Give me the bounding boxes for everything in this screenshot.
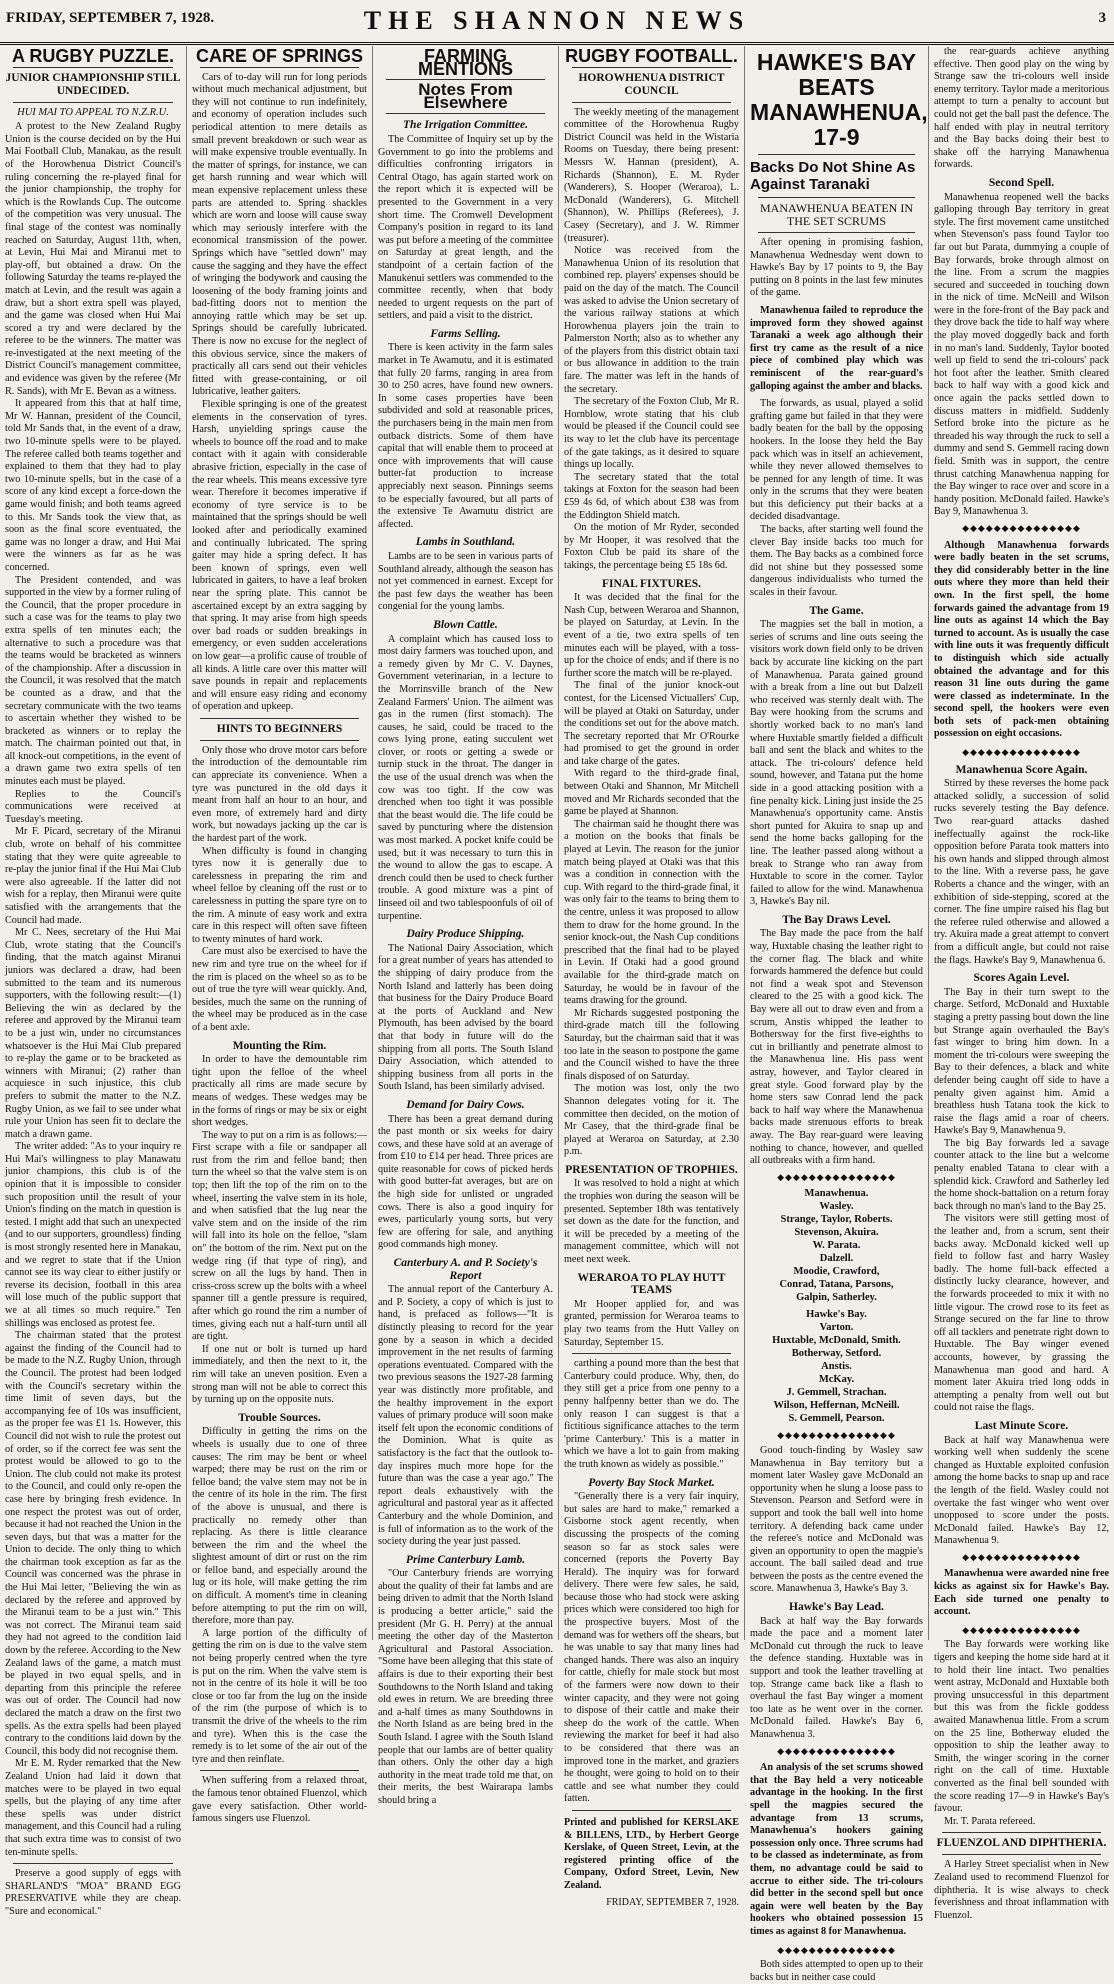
paragraph: "Our Canterbury friends are worrying about the quality of their fat lambs and are being driven to admit that the North Island is producing a better article," said the president (Mr G. H. Perry) at the annual meeting the other day of the Masterton Agricultural and Pastoral Association. "Some have been alleging that this state of affairs is due to their exporting their best Southdowns to the North Island and taking old ewes in return. We are breeding three and a-half times as many Southdowns in the North Island as are being bred in the South Island. I agree with the South Island people that our lambs are of better quality than others. Only the other day a high authority in the meat trade told me that, on their merits, the best Wairarapa lambs should bring a	[378, 1568, 553, 1806]
kicker: Prime Canterbury Lamb.	[405, 1553, 526, 1566]
team-line: Wasley.	[819, 1201, 854, 1213]
paragraph: It appeared from this that at half time, Mr W. Hannan, president of the Council, told Mr Sands that, in the event of a draw, two 10-minute spells were to be played. The referee called both teams together and explained to them that they had to play two 10-minute spells, but in the case of a score of any kind except a force-down the game would finish; and both teams agreed to this. Mr Sands took the view that, as soon as the final score eventuated, the game was no longer a draw, and Hui Mai were the winners as far as he was concerned.	[5, 398, 181, 573]
divider	[942, 1854, 1101, 1855]
ornament-divider: ◆◆◆◆◆◆◆◆◆◆◆◆◆◆◆	[777, 1745, 896, 1756]
paragraph: The Bay in their turn swept to the charge. Setford, McDonald and Huxtable staging a pretty passing bout down the line but Strange again overhauled the Bay's fast winger to bring him down. In a moment the tri-colours were sweeping the Bay to their defences, a black and white defender being caught off side to have a penalty given against him. Amid a breathless hush Tatana took the kick to raise the flags amid a roar of cheers. Hawke's Bay 9, Manawhenua 9.	[934, 986, 1109, 1137]
paragraph: The visitors were still getting most of the leather and, from a scrum, sent their backs away. McDonald kicked well up field to follow fast and harry Wasley badly. The home full-back effected a distinctly lucky clearance, however, and the forwards proceeded to mix it with no little vigour. The crowd rose to its feet as Strange secured on the far line to throw off all tacklers and penetrate right down to Huxtable. The Bay winger evened accounts, however, by grassing the Manawhenua man good and hard. A moment later Akuira tried long odds in attempting a penalty from well out but could not raise the flags.	[934, 1213, 1109, 1414]
paragraph: The President contended, and was supported in the view by a former ruling of the Council, that the proper procedure in such a case was for the teams to play two extra spells of ten minutes each; the alternative to such a procedure was that the teams would be bracketed as winners of the championship. After a discussion in the Council, it was resolved that the match be counted as a draw, and that the secretary communicate with the two teams to ascertain whether they wished to be bracketed as winners or to replay the match. The chairman pointed out that, in all knock-out competitions, in the event of a drawn game two extra spells of ten minutes each must be played.	[5, 574, 181, 788]
subhead: Notes From Elsewhere	[418, 80, 513, 112]
kicker: The Irrigation Committee.	[403, 119, 528, 132]
divider	[758, 154, 915, 155]
team-manawhenua	[750, 1187, 923, 1304]
divider	[13, 1863, 173, 1864]
team-line: S. Gemmell, Pearson.	[788, 1413, 885, 1425]
subhead: HINTS TO BEGINNERS	[216, 722, 343, 735]
column-hawkes-bay-beats-manawhenua	[745, 46, 929, 1983]
team-line: Stevenson, Akuira.	[794, 1227, 879, 1239]
paragraph: With regard to the third-grade final, between Otaki and Shannon, Mr Mitchell moved and Mr Richards seconded that the game be played at Shannon.	[564, 768, 739, 818]
divider	[758, 232, 915, 233]
paragraph: The writer added: "As to your inquiry re Hui Mai's willingness to play Manawatu junior champions, this club is of the opinion that it is impossible to consider such proposition until the result of your Union's finding on the match in question is tested. I might add that such an unexpected (and to our supporters, groundless) finding is most strongly resented here in Manakau, and we regret to state that if the Union cannot see its way clear to either justify or reverse its decision, football in this area will lose much of the public support that we at all times so much require." Ten shillings was enclosed as protest fee.	[5, 1141, 181, 1329]
kicker: Blown Cattle.	[433, 618, 498, 631]
paragraph: The final of the junior knock-out contest, for the Licensed Victuallers' Cup, will be played at Otaki on Saturday, under the conditions set out for the above match. The secretary reported that Mr O'Rourke had promised to get the ground in order and take charge of the gates.	[564, 680, 739, 767]
bold-paragraph: Although Manawhenua forwards were badly beaten in the set scrums, they did considerably better in the line outs where they more than held their own. In the first spell, the home forwards gained the advantage from 19 line outs as against 14 which the Bay turned to account. As is usually the case with line outs it was frequently difficult to distinguish which side actually obtained the advantage and for this reason 31 line outs during the game were classed as indeterminate. In the second spell, the hookers were even both sets of pack-men obtaining possession on eight occasions.	[934, 539, 1109, 740]
masthead	[0, 0, 1114, 45]
team-line: Dalzell.	[819, 1253, 854, 1265]
paragraph: The motion was lost, only the two Shannon delegates voting for it. The committee then decided, on the motion of Mr Casey, that the third-grade final be played at Weraroa on Saturday, at 2.30 p.m.	[564, 1083, 739, 1158]
subhead: FLUENZOL AND DIPHTHERIA.	[936, 1837, 1107, 1850]
paragraph: The chairman stated that the protest against the finding of the Council had to be made to the N.Z. Rugby Union, through the Council. The protest had been lodged with the Council's secretary within the time limit of seven days, but the accompanying fee of 10s was insufficient, as the proper fee was £1 1s. However, this Council did not wish to rule the protest out of order, so if the correct fee was sent the protest would be allowed to go to the Union. The club could not make its protest to the Council, and could only re-open the case here by bringing fresh evidence. In one respect the protest was out of order, because it had not reached the Union in the seven days, but that was a matter for the Union to decide. The only thing to which the chairman took exception as far as the Council was concerned was the phrase in the Hui Mai letter, "Believing the win as declared by the referee and approved by the Miranui team to be a just win." This was not correct. The Miranui team said they had not agreed to the condition laid down by the referee. According to the New Zealand laws of the game, a match must be played in two equal spells, and in departing from this principle the referee was out of order. The Council had now declared the match a draw on the first two spells. As the extra spells had been played contrary to the conditions laid down by the Council, this body did not recognise them.	[5, 1330, 181, 1757]
paragraph: Care must also be exercised to have the new rim and tyre true on the wheel for if the rim is placed on the wheel so as to be out of true the tyre will wear quickly. And, besides, much the same on the running of the wheel may be produced as in the case of a bent axle.	[192, 946, 367, 1033]
team-line: McKay.	[818, 1374, 855, 1386]
paragraph: Replies to the Council's communications were received at Tuesday's meeting.	[5, 788, 181, 825]
team-line: Moodie, Crawford,	[793, 1266, 880, 1278]
paragraph: The weekly meeting of the management committee of the Horowhenua Rugby District Council was held in the Wistaria Rooms on Tuesday, there being present: Messrs W. Hannan (president), A. Richards (Shannon), E. M. Ryder (Wanderers), S. Hooper (Weraroa), L. McDonald (Wanderers), G. Mitchell (Shannon), W. Phillips (Referees), J. Casey (Secretary), and J. W. Rimmer (treasurer).	[564, 106, 739, 244]
kicker: MANAWHENUA BEATEN IN THE SET SCRUMS	[759, 201, 914, 228]
divider	[13, 102, 173, 103]
paragraph: "Generally there is a very fair inquiry, but sales are hard to make," remarked a Gisborne stock agent recently, when discussing the prospects of the coming season so far as stock sales were concerned (reports the Poverty Bay Herald). The inquiry was for forward delivery. There were few sales, he said, because those who had stock were asking prices which were considered too high for the prospective buyers. Most of the demand was for wethers off the shears, but he was unable to say that many lines had changed hands. There was also an inquiry for cattle, chiefly for male stock but most of the farmers were now down to their winter capacity, and they were not going to dispose of their cattle and make their sheep do the work of the cattle. When reviewing the market for beef it had also to be considered that there was an improved tone in the market, and graziers he thought, were going to hold on to their cattle and see what number they could fatten.	[564, 1491, 739, 1805]
bold-paragraph: Manawhenua were awarded nine free kicks as against six for Hawke's Bay. Each side turned one penalty to account.	[934, 1568, 1109, 1618]
page-number: 3	[1098, 10, 1106, 26]
divider	[572, 102, 731, 103]
paragraph: Flexible springing is one of the greatest elements in the conservation of tyres. Harsh, unyielding springs cause the wheels to bounce off the road and to make contact with it again with considerable abrasive friction, especially in the case of the rear wheels. This means excessive tyre wear. Therefore it becomes imperative if economy of tyre service is to be maintained that the springs should be well looked after and periodically examined and continually lubricated. The spring gaiter may hide a spring defect. It has been known of springs, even well lubricated in gaiters, to have a leaf broken near the spring plate. This cannot be ascertained except by an extra sagging by that spring. It may arise from high speeds over bad roads or sudden breakings in emergency, or even sudden accelerations on low gear—a prolific cause of trouble of all kinds. A little care over this matter will save pounds in repair and replacements and will ensure easy riding and economy of operation and upkeep.	[192, 399, 367, 713]
kicker: The Bay Draws Level.	[782, 913, 891, 926]
column-rugby-puzzle	[0, 46, 187, 1917]
kicker: FINAL FIXTURES.	[601, 577, 702, 590]
subhead: JUNIOR CHAMPIONSHIP STILL UNDECIDED.	[5, 71, 181, 97]
kicker: Demand for Dairy Cows.	[406, 1098, 525, 1111]
advertisement: Preserve a good supply of eggs with SHARLAND'S "MOA" BRAND EGG PRESERVATIVE while they are cheap. "Sure and economical."	[5, 1868, 181, 1917]
paragraph: Lambs are to be seen in various parts of Southland already, although the season has not yet commenced in earnest. Except for the past few days the weather has been congenial for the young lambs.	[378, 550, 553, 613]
kicker: Lambs in Southland.	[415, 536, 516, 549]
team-line: J. Gemmell, Strachan.	[786, 1387, 887, 1399]
team-line: Conrad, Tatana, Parsons,	[779, 1279, 894, 1291]
bold-paragraph: Manawhenua failed to reproduce the improved form they showed against Taranaki a week ago although their first try came as the result of a nice piece of combined play which was reminiscent of the rear-guard's galloping against the amber and blacks.	[750, 304, 923, 392]
paragraph: Mr Richards suggested postponing the third-grade match till the following Saturday, but the chairman said that it was too late in the season to postpone the game and the Council wished to have the three finals disposed of on Saturday.	[564, 1007, 739, 1082]
divider	[572, 67, 731, 68]
paragraph: There is keen activity in the farm sales market in Te Awamutu, and it is estimated that fully 20 farms, ranging in area from 30 to 250 acres, have found new owners. In some cases properties have been subdivided and sold at reasonable prices, the purchasers being in the main men from outback districts. Some of them have capital that will enable them to proceed at once with improvements that will cause butter-fat production to increase appreciably next season. Pinnings seems to be especially favoured, but all parts of the extensive Te Awamutu district are affected.	[378, 342, 553, 530]
kicker: Last Minute Score.	[974, 1419, 1069, 1432]
divider	[200, 718, 359, 719]
team-line: Huxtable, McDonald, Smith.	[772, 1335, 901, 1347]
kicker: WERAROA TO PLAY HUTT TEAMS	[577, 1271, 726, 1297]
issue-date: FRIDAY, SEPTEMBER 7, 1928.	[6, 10, 215, 26]
kicker: Farms Selling.	[430, 327, 501, 340]
imprint-date: FRIDAY, SEPTEMBER 7, 1928.	[606, 1896, 739, 1908]
ornament-divider: ◆◆◆◆◆◆◆◆◆◆◆◆◆◆◆	[777, 1171, 896, 1182]
team-line: Anstis.	[821, 1361, 852, 1373]
paragraph: The chairman said he thought there was a motion on the books that finals be played at Levin. The reason for the junior match being played at Otaki was that this was a condition in connection with the cup. With regard to the third-grade final, it was only fair to the teams to bring them to the centre, unless it was proposed to allow them to draw for the home ground. In the senior knock-out, the Nash Cup conditions prescribed that the final had to be played in Levin. If Otaki had a good ground available for the third-grade match on Saturday, he would be in favour of the teams drawing for the ground.	[564, 818, 739, 1007]
team-line: Hawke's Bay.	[806, 1309, 867, 1321]
headline: HAWKE'S BAY BEATS MANAWHENUA, 17-9	[750, 49, 928, 150]
paragraph: Stirred by these reverses the home pack attacked solidly, a succession of solid rucks severely testing the Bay defence. Two rear-guard attacks dashed ineffectually against the rock-like opposition before Parata took matters into his own hands and slipped through almost to the line. With a reverse pass, he gave Roberts a chance and the winger, with an exhibition of side-stepping, scored at the corner. The fine umpire raised his flag but the referee ruled otherwise and allowed a try. Akuira made a great attempt to convert from a difficult angle, but could not raise the flags. Hawke's Bay 9, Manawhenua 6.	[934, 778, 1109, 966]
team-hawkes-bay	[750, 1308, 923, 1425]
kicker: Second Spell.	[988, 176, 1055, 189]
paragraph: The way to put on a rim is as follows:—First scrape with a file or sandpaper all rust from the rim and felloe band; then turn the wheel so that the valve stem is on top; then lift the top of the rim on to the wheel, inserting the valve stem in its hole, and when satisfied that the lug near the valve stem and on the inside of the rim will fall into its hole on the felloe, "slam on" the bottom of the rim. Next put on the wedge ring (if that type of ring), and screw on all the lugs by hand. Then in criss-cross screw up the bolts with a wheel spanner till a gentle pressure is required, after which go round the rim a number of times, giving each nut a half-turn until all are tight.	[192, 1129, 367, 1343]
paragraph: Back at half way the Bay forwards made the pace and a moment later McDonald cut through the ruck to leave the defence standing. Huxtable was in support and took the leather travelling at top. Strange came back like a flash to overhaul the fast Bay winger a moment too late as he went over in the corner. McDonald failed. Hawke's Bay 6, Manawhenua 3.	[750, 1615, 923, 1740]
paragraph: The big Bay forwards led a savage counter attack to the line but a welcome penalty enabled Tatana to clear with a splendid kick. Crawford and Satherley led the home shock-battalion on a return foray back through no man's land to the Bay 25.	[934, 1137, 1109, 1212]
headline: A RUGBY PUZZLE.	[11, 46, 174, 66]
headline: FARMING MENTIONS	[417, 46, 513, 79]
team-line: Strange, Taylor, Roberts.	[780, 1214, 893, 1226]
printers-imprint: Printed and published for KERSLAKE & BILLENS, LTD., by Herbert George Kerslake, of Queen Street, Levin, at the registered printing office of the Company, Oxford Street, Levin, New Zealand.	[564, 1816, 739, 1891]
paragraph: Mr Hooper applied for, and was granted, permission for Weraroa teams to play two teams from the Hutt Valley on Saturday, September 15.	[564, 1298, 739, 1348]
paragraph: The annual report of the Canterbury A. and P. Society, a copy of which is just to hand, is prefaced as follows—"It is distinctly pleasing to record for the year gone by a season in which a decided improvement in the net results of farming operations eventuated. Compared with the two previous seasons the 1927-28 farming year was distinctly more profitable, and the healthy improvement in the export values of primary produce will soon make itself felt upon the economic conditions of the Dominion. What is quite as satisfactory is the fact that the outlook to-day inspires much more hope for the future than was the case a year ago." The report deals exhaustively with the agricultural and pastoral year as it affected Canterbury and the whole Dominion, and is full of information as to the work of the society during the year just passed.	[378, 1284, 553, 1548]
newspaper-title: THE SHANNON NEWS	[363, 6, 751, 35]
divider	[572, 1353, 731, 1354]
divider	[758, 197, 915, 198]
paragraph: A large portion of the difficulty of getting the rim on is due to the valve stem not being properly centred when the tyre is put on the rim. When the valve stem is not in the centre of its hole it will be too close or too far from the lug on the inside of the rim (the purpose of which is to transmit the drive of the wheels to the rim and tyre). When this is the case the remedy is to let some of the air out of the tyre and then reinflate.	[192, 1627, 367, 1765]
paragraph: Mr E. M. Ryder remarked that the New Zealand Union had laid it down that matches were to be played in two equal spells, but the playing of any time after these spells was under district management, and this Council had a ruling that such extra time was to consist of two ten-minute spells.	[5, 1758, 181, 1858]
advertisement: When suffering from a relaxed throat, the famous tenor obtained Fluenzol, which gave every satisfaction. Other world-famous singers use Fluenzol.	[192, 1775, 367, 1825]
paragraph: The Committee of Inquiry set up by the Government to go into the problems and difficulties confronting irrigators in Central Otago, has again started work on the report which it is expected will be presented to the Government in a very short time. The Cromwell Development Company's position in regard to its land was put before a meeting of the committee on Saturday at great length, and the standpoint of a certain faction of the Manukenui settlers was commended to the committee recently, when that body needed to urgent requests on the part of settlers, and paid a visit to the district.	[378, 133, 553, 322]
subhead: HOROWHENUA DISTRICT COUNCIL	[578, 71, 725, 97]
paragraph: When difficulty is found in changing tyres now it is generally due to carelessness in preparing the rim and wheel felloe by cleaning off the rust or to carelessness in putting the spare tyre on to the rim. A minute of easy work and extra care in this respect will often save fifteen to twenty minutes of hard work.	[192, 845, 367, 945]
paragraph: the rear-guards achieve anything effective. Then good play on the wing by Strange saw the tri-colours well inside enemy territory. Taylor made a meritorious attempt to turn a penalty to account but could not get the ball past the defence. The half ended with play in neutral territory and the Bay backs doing their best to shake off the harrying Manawhenua forwards.	[934, 46, 1109, 171]
divider	[13, 67, 173, 68]
paragraph: There has been a great demand during the past month or six weeks for dairy cows, and these have sold at an average of from £10 to £14 per head. Three prices are quite reasonable for cows of picked herds with good butter-fat averages, but are on the high side for unlisted or ungraded cows. There is also a good inquiry for ewes, particularly young sorts, but very few are offering for sale, and anything good commands high money.	[378, 1113, 553, 1251]
kicker: Trouble Sources.	[238, 1411, 321, 1424]
divider	[200, 740, 359, 741]
team-line: Varton.	[819, 1322, 854, 1334]
ornament-divider: ◆◆◆◆◆◆◆◆◆◆◆◆◆◆◆	[962, 1624, 1081, 1635]
ornament-divider: ◆◆◆◆◆◆◆◆◆◆◆◆◆◆◆	[962, 522, 1081, 533]
ornament-divider: ◆◆◆◆◆◆◆◆◆◆◆◆◆◆◆	[962, 747, 1081, 758]
paragraph: It was decided that the final for the Nash Cup, between Weraroa and Shannon, be played on Saturday, at Levin. In the event of a tie, two extra spells of ten minutes each will be played, with a toss-up for the choice of ends; and if there is no further score the match will be re-played.	[564, 592, 739, 679]
kicker: HUI MAI TO APPEAL TO N.Z.R.U.	[17, 106, 169, 118]
kicker: Hawke's Bay Lead.	[789, 1601, 884, 1614]
kicker: The Game.	[809, 604, 864, 617]
kicker: Poverty Bay Stock Market.	[588, 1476, 715, 1489]
paragraph: If one nut or bolt is turned up hard immediately, and then the next to it, the rim will take an uneven position. Even a strong man will not be able to correct this by turning up on the opposite nuts.	[192, 1343, 367, 1406]
subhead: Backs Do Not Shine As Against Taranaki	[750, 159, 916, 193]
paragraph: After opening in promising fashion, Manawhenua Wednesday went down to Hawke's Bay by 17 points to 9, the Bay putting on 8 points in the last few minutes of the game.	[750, 237, 923, 299]
paragraph: A protest to the New Zealand Rugby Union is the course decided on by the Hui Mai Football Club, Manakau, as the result of the Horowhenua District Council's ruling concerning the re-played final for the junior championship, the trophy for which is the Rowlands Cup. The outcome of the competition was very unusual. The final stage of the contest was nominally reached on Saturday, August 11th, when, at Levin, Hui Mai and Miranui met to play-off, but obtained a draw. On the following Saturday the teams re-played the match at Levin, and the result was again a draw, but a short extra spell was played, and the game was closed when Hui Mai scored a try and were declared by the referee to be the winners. The matter was re-investigated at the next meeting of the District Council's management committee, and evidence was given by the referee (Mr R. Sands), with Mr E. Bevan as a witness.	[5, 121, 181, 397]
paragraph: A Harley Street specialist when in New Zealand used to recommend Fluenzol for diphtheria. It is wise always to check feverishness and throat inflammation with Fluenzol.	[934, 1859, 1109, 1921]
paragraph: The secretary stated that the total takings at Foxton for the season had been £59 4s 6d, of which about £38 was from the Eddington Shield match.	[564, 471, 739, 521]
ornament-divider: ◆◆◆◆◆◆◆◆◆◆◆◆◆◆◆	[962, 1551, 1081, 1562]
paragraph: Only those who drove motor cars before the introduction of the demountable rim can appreciate its convenience. When a tyre was punctured in the old days it meant from half an hour to an hour, and even more, of extremely hard and dirty work, but nowadays jacking up the car is the hardest part of the work.	[192, 744, 367, 845]
team-line: Manawhenua.	[804, 1188, 869, 1200]
team-line: Botherway, Setford.	[791, 1348, 882, 1360]
team-line: Wilson, Heffernan, McNeill.	[773, 1400, 900, 1412]
paragraph: It was resolved to hold a night at which the trophies won during the season will be presented. September 18th was tentatively set down as the date for the function, and it will be preceded by a meeting of the management committee, which will not meet next week.	[564, 1178, 739, 1266]
ornament-divider: ◆◆◆◆◆◆◆◆◆◆◆◆◆◆◆	[777, 1944, 896, 1955]
paragraph: Both sides attempted to open up to their backs but in neither case could	[750, 1959, 923, 1983]
paragraph: Mr C. Nees, secretary of the Hui Mai Club, wrote stating that the Council's finding, that the match against Miranui juniors was declared a draw, had been submitted to the team and its numerous supporters, with the following result:—(1) Believing the win as declared by the referee and approved by the Miranui team to be a just win, under no circumstances whatsoever is the Hui Mai Club prepared to re-play the game or to be bracketed as winners with Miranui; (2) rather than acquiesce in such injustice, this club prefers to submit the matter to the N.Z. Rugby Union, as we fail to see under what rule your Union has seen fit to declare the match a drawn game.	[5, 927, 181, 1140]
divider	[386, 113, 545, 114]
headline: RUGBY FOOTBALL.	[565, 46, 738, 66]
paragraph: Notice was received from the Manawhenua Union of its resolution that combined rep. players' expenses should be paid on the day of the match. The Council was asked to advise the Union secretary of the various railway stations at which Horowhenua players join the train to Palmerston North; also as to whether any of the players from this district obtain taxi or bus allowance in addition to the train fare. The matter was left in the hands of the secretary.	[564, 245, 739, 395]
bold-paragraph: An analysis of the set scrums showed that the Bay held a very noticeable advantage in the hooking. In the first spell the magpies secured the advantage from 13 scrums, Manawhenua's hookers gaining possession only once. Three scrums had to be classed as indeterminate, as from them, no advantage could be said to accrue to either side. The tri-colours did better in the second spell but once again were well beaten by the Bay hookers who obtained possession 15 times as against 8 for Manawhenua.	[750, 1762, 923, 1937]
paragraph: Difficulty in getting the rims on the wheels is usually due to one of three causes: The rim may be bent or wheel warped; there may be rust on the rim or felloe band; the valve stem may not be in the centre of its hole in the rim. The first of the above is unusual, and there is practically no remedy other than replacing. As there is little clearance between the rim and the wheel the slightest amount of dirt or rust on the rim or felloe band, and especially around the lug or its hole, will make getting the rim on difficult. A moment's time in cleaning before attempting to put the rim on will, therefore, more than pay.	[192, 1426, 367, 1627]
referee-note: Mr. T. Parata refereed.	[944, 1815, 1036, 1827]
paragraph: The secretary of the Foxton Club, Mr R. Hornblow, wrote stating that his club would be pleased if the Council could see its way to let the club have its percentage of the gate takings, as it desired to square things up locally.	[564, 396, 739, 471]
paragraph: Manawhenua reopened well the backs galloping through Bay territory in great style. The first movement came unstitched when Stevenson's pass found Taylor too far out but Parata, dummying a couple of Bay forwards, broke through almost on the line. From a scrum the magpies secured and succeeded in touching down in the nick of time. McNeill and Wilson were in the fore-front of the Bay pack and they drove back the tide to half way where the play moved doggedly back and forth in no man's land. Suddenly, Taylor booted well up field to send the tri-colours' pack hot foot after the leather. Smith cleared back to half way with a good kick and once again the packs settled down to discuss matters in midfield. Suddenly Setford broke into the picture as he threaded his way through the ruck to sell a dummy and send S. Gemmell racing down field. Smith was in support, the centre thrust catching Manawhenua napping for the Bay winger to race over and score in a handy position. McDonald failed. Hawke's Bay 9, Manawhenua 3.	[934, 191, 1109, 518]
headline: CARE OF SPRINGS	[195, 46, 364, 66]
divider	[572, 1810, 731, 1811]
column-match-continued	[929, 46, 1114, 1921]
paragraph: carthing a pound more than the best that Canterbury could produce. Why, then, do they still get a price from one penny to a penny halfpenny better than we do. The only reason I can suggest is that a fictitious significance attaches to the term 'prime Canterbury.' This is a matter in which we have a lot to gain from making the truth known as widely as possible."	[564, 1358, 739, 1470]
paragraph: Back at half way Manawhenua were working well when suddenly the scene changed as Huxtable exploited confusion among the home backs to snap up and race the length of the field. Wasley could not overtake the fast winger who went over unopposed to score under the posts. McDonald failed. Hawke's Bay 12, Manawhenua 9.	[934, 1434, 1109, 1547]
kicker: Dairy Produce Shipping.	[406, 928, 525, 941]
paragraph: The magpies set the ball in motion, a series of scrums and line outs seeing the visitors work down field only to be driven back by accurate line kicking on the part of Manawhenua. Parata gained ground with a break from a line out but Dalzell who received was sternly dealt with. The Bay were hooking from the scrums and shortly worked back to no man's land where Huxtable smartly fielded a difficult ball and sent the black and whites to the attack. The tri-colours' defence held sound, however, and Tatana put the home side in a good attacking position with a fine penalty kick. Lining just inside the 25 Manawhenua's opportunity came. Anstis short punted for Akuira to snap up and send the home backs galloping for the line. The leather passed along without a break to Strange who ran away from Huxtable to score in the corner. Taylor failed to allow for the wind. Manawhenua 3, Hawke's Bay nil.	[750, 619, 923, 908]
kicker: PRESENTATION OF TROPHIES.	[565, 1163, 738, 1176]
kicker: Manawhenua Score Again.	[955, 763, 1088, 776]
paragraph: Mr F. Picard, secretary of the Miranui club, wrote on behalf of his committee stating that they were quite agreeable to re-play the junior final if the Hui Mai Club were also agreeable. If the latter did not wish for a replay, then Miranui were quite satisfied with the arrangements that the Council had made.	[5, 826, 181, 926]
ornament-divider: ◆◆◆◆◆◆◆◆◆◆◆◆◆◆◆	[777, 1430, 896, 1441]
paragraph: The backs, after starting well found the clever Bay inside backs too much for them. The Bay backs as a combined force did not shine but they possessed some dangerous individualists who turned the scales in their favour.	[750, 524, 923, 599]
paragraph: The Bay made the pace from the half way, Huxtable chasing the leather right to the corner flag. The black and white forwards hammered the defence but could not find a weak spot and Stevenson cleared to the 25 with a good kick. The Bay were all out to draw even and from a scrum, Anstis whipped the leather to Bothersway for the first five-eighths to cut in brilliantly and penetrate almost to the Manawhenua line. His pass went astray, however, and Taylor cleared in great style. Good forward play by the home sters saw Conrad lend the pack back to half way where the Manawhenua backs made strenuous efforts to break away. The Bay rear-guard were leaving nothing to chance, however, and quelled all outbreaks with a firm hand.	[750, 928, 923, 1167]
divider	[942, 1832, 1101, 1833]
kicker: Scores Again Level.	[973, 972, 1070, 985]
column-care-of-springs	[187, 46, 373, 1825]
paragraph: Cars of to-day will run for long periods without much mechanical adjustment, but they will not continue to run indefinitely, and economy of operation includes such periodical attention to mere details as small prevent breakdown or such wear as will make expensive trouble eventually. In the matter of springs, for instance, we can get harsh running and wear which will mean expensive replacement unless these parts are attended to. Spring shackles which are worn and loose will cause sway which may seriously interfere with the economical transmission of the power. Springs which have "settled down" may cause the sagging and they have the effect of wringing the bodywork and causing the loosening of the body framing joints and bad-fitting doors not to mention the annoying rattle which may be set up. Springs should be carefully lubricated. There is now no excuse for the neglect of this obvious service, since the makers of practically all cars send out their vehicles fitted with grease-containing, or oil lubricative, leather gaiters.	[192, 71, 367, 398]
paragraph: On the motion of Mr Ryder, seconded by Mr Hooper, it was resolved that the Foxton Club be paid its share of the takings, the percentage being £5 18s 6d.	[564, 522, 739, 571]
divider	[200, 67, 359, 68]
paragraph: The forwards, as usual, played a solid grafting game but failed in that they were badly beaten for the ball by the opposing hookers. In the loose they held the Bay pack which was in itself an achievement, while they never allowed themselves to be penned for any length of time. It was only in the scrums that they were beaten but this deficiency put their backs at a decided disadvantage.	[750, 398, 923, 523]
column-farming-mentions	[373, 46, 559, 1806]
team-line: Galpin, Satherley.	[796, 1292, 877, 1304]
paragraph: A complaint which has caused loss to most dairy farmers was touched upon, and a remedy given by Mr C. V. Daynes, Government veterinarian, in a lecture to the Morrinsville branch of the New Zealand Farmers' Union. The ailment was gas in the rumen (first stomach). The causes, he said, could be traced to the cows lying prone, eating succulent wet clover, or roots or getting a swede or turnip stuck in the throat. The danger in the use of the usual drench was when the cow was too tight. If the cow was drenched when too tight it was possible that the beast would die. The life could be saved by puncturing where the distension was most marked. A pocket knife could be used, but it was necessary to turn this in the wound to allow the gas to escape. A drench could then be used to check further trouble. A good mixture was a pint of linseed oil and two tablespoonfuls of oil of turpentine.	[378, 633, 553, 922]
column-rugby-football	[559, 46, 745, 1908]
divider	[200, 1770, 359, 1771]
paragraph: In order to have the demountable rim tight upon the felloe of the wheel practically all rims are made secure by means of wedges. These wedges may be in the forms of rings or may be six or eight short wedges.	[192, 1054, 367, 1129]
team-line: W. Parata.	[812, 1240, 861, 1252]
paragraph: The Bay forwards were working like tigers and keeping the home side hard at it to hold their line intact. Two penalties went astray, McDonald and Huxtable both proving unsuccessful in this department but this was from the fickle goddess awaited Manawhenua little. From a scrum on the 25 line, Botherway eluded the opposition to ship the leather away to Smith, the winger scoring in the corner right on the call of time. Huxtable converted as the final bell sounded with the score reading 17—9 in Hawke's Bay's favour.	[934, 1639, 1109, 1815]
paragraph: Good touch-finding by Wasley saw Manawhenua in Bay territory but a moment later Wasley gave McDonald an opportunity when he slung a loose pass to Stevenson. Pearson and Setford were in support and took the ball well into home territory. A defending back came under the referee's notice and McDonald was given an opportunity to open the magpie's account. The ball sailed dead and true between the posts as the centre evened the score. Manawhenua 3, Hawke's Bay 3.	[750, 1444, 923, 1595]
kicker: Canterbury A. and P. Society's Report	[393, 1257, 538, 1282]
paragraph: The National Dairy Association, which for a great number of years has attended to the shipping of dairy produce from the North Island and latterly has been doing that business for the Dairy Produce Board at the ports of Auckland and New Plymouth, has been advised by the board that that body in future will do the shipping from all ports. The South Island Dairy Association, which attended to shipping business from all ports in the South Island, has been similarly advised.	[378, 942, 553, 1093]
kicker: Mounting the Rim.	[232, 1039, 327, 1052]
